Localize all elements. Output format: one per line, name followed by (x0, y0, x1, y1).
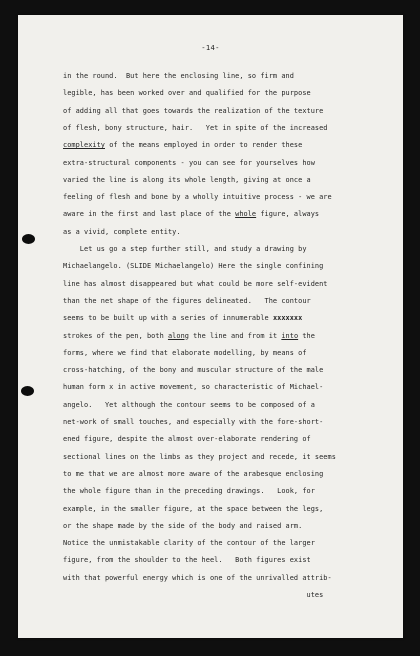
text-run: extra-structural components - you can see for yourselves how (63, 158, 315, 167)
underlined-word: whole (235, 210, 257, 219)
text-line (63, 262, 323, 271)
text-line (63, 245, 307, 254)
text-run: the (298, 331, 315, 340)
text-line (63, 487, 315, 496)
text-run: of adding all that goes towards the realization of the texture (63, 106, 324, 115)
text-run: as a vivid, complete entity. (63, 227, 181, 236)
underlined-word: complexity (63, 141, 105, 150)
text-line (63, 574, 332, 583)
text-run: legible, has been worked over and qualified for the purpose (63, 89, 311, 98)
text-run: strokes of the pen, both (63, 331, 168, 340)
text-line (63, 591, 323, 600)
text-line (63, 124, 328, 133)
text-line (63, 453, 336, 462)
text-run: with that powerful energy which is one of the unrivalled attrib- (63, 573, 332, 582)
text-run: angelo. Yet although the contour seems to be composed of a (63, 400, 315, 409)
text-line (63, 401, 315, 410)
punch-hole-icon (22, 234, 35, 244)
punch-hole-icon (21, 386, 34, 396)
text-line (63, 332, 315, 341)
text-line (63, 193, 332, 202)
underlined-word: along (167, 331, 189, 340)
text-line (63, 314, 302, 323)
text-run: than the net shape of the figures delineated. The contour (63, 296, 311, 305)
text-line (63, 159, 315, 168)
text-line (63, 366, 323, 375)
text-run: seems to be built up with a series of innumerable (63, 314, 273, 323)
text-run: Notice the unmistakable clarity of the contour of the larger (63, 539, 315, 548)
text-line (63, 141, 302, 150)
text-line (63, 297, 311, 306)
text-line (63, 539, 315, 548)
text-run: or the shape made by the side of the body and raised arm. (63, 521, 303, 530)
text-run: example, in the smaller figure, at the space between the legs, (63, 504, 324, 513)
text-run: ened figure, despite the almost over-elaborate rendering of (63, 435, 311, 444)
text-line (63, 210, 319, 219)
document-page (18, 15, 403, 638)
text-run: aware in the first and last place of the (63, 210, 236, 219)
text-run: of the means employed in order to render these (105, 141, 303, 150)
text-run: line has almost disappeared but what could be more self-evident (63, 279, 328, 288)
text-line (63, 435, 311, 444)
text-run: of flesh, bony structure, hair. Yet in spite of the increased (63, 123, 328, 132)
text-run: cross-hatching, of the bony and muscular structure of the male (63, 366, 324, 375)
text-run: feeling of flesh and bone by a wholly intuitive process - we are (63, 193, 332, 202)
text-run: net-work of small touches, and especially with the fore-short- (63, 418, 324, 426)
text-run: in the round. But here the enclosing line, so firm and (63, 72, 294, 80)
text-run: the whole figure than in the preceding drawings. Look, for (63, 487, 315, 496)
text-run: Michaelangelo. (SLIDE Michaelangelo) Here the single confining (63, 262, 324, 271)
text-run: human form x in active movement, so characteristic of Michael- (63, 383, 324, 392)
text-line (63, 383, 323, 392)
text-run: forms, where we find that elaborate modelling, by means of (63, 348, 307, 357)
text-run: sectional lines on the limbs as they project and recede, it seems (63, 452, 336, 461)
text-line (63, 556, 311, 565)
text-line (63, 72, 294, 81)
text-run: figure, always (256, 210, 320, 219)
text-line (63, 228, 181, 237)
text-run: the line and from it (188, 331, 282, 340)
text-run: Let us go a step further still, and study a drawing by (63, 245, 307, 253)
text-line (63, 522, 302, 531)
text-line (63, 470, 323, 479)
text-line (63, 89, 311, 98)
text-run: utes (63, 591, 324, 599)
text-line (63, 418, 323, 427)
page-number: -14- (201, 43, 220, 52)
text-run: figure, from the shoulder to the heel. Both figures exist (63, 556, 311, 565)
text-line (63, 107, 323, 116)
text-run: varied the line is along its whole length, giving at once a (63, 175, 311, 184)
text-line (63, 505, 323, 514)
text-line (63, 349, 307, 358)
text-line (63, 280, 328, 289)
text-line (63, 176, 311, 185)
struck-out-word: xxxxxxx (272, 314, 303, 323)
text-run: to me that we are almost more aware of the arabesque enclosing (63, 469, 324, 478)
underlined-word: into (281, 331, 299, 340)
